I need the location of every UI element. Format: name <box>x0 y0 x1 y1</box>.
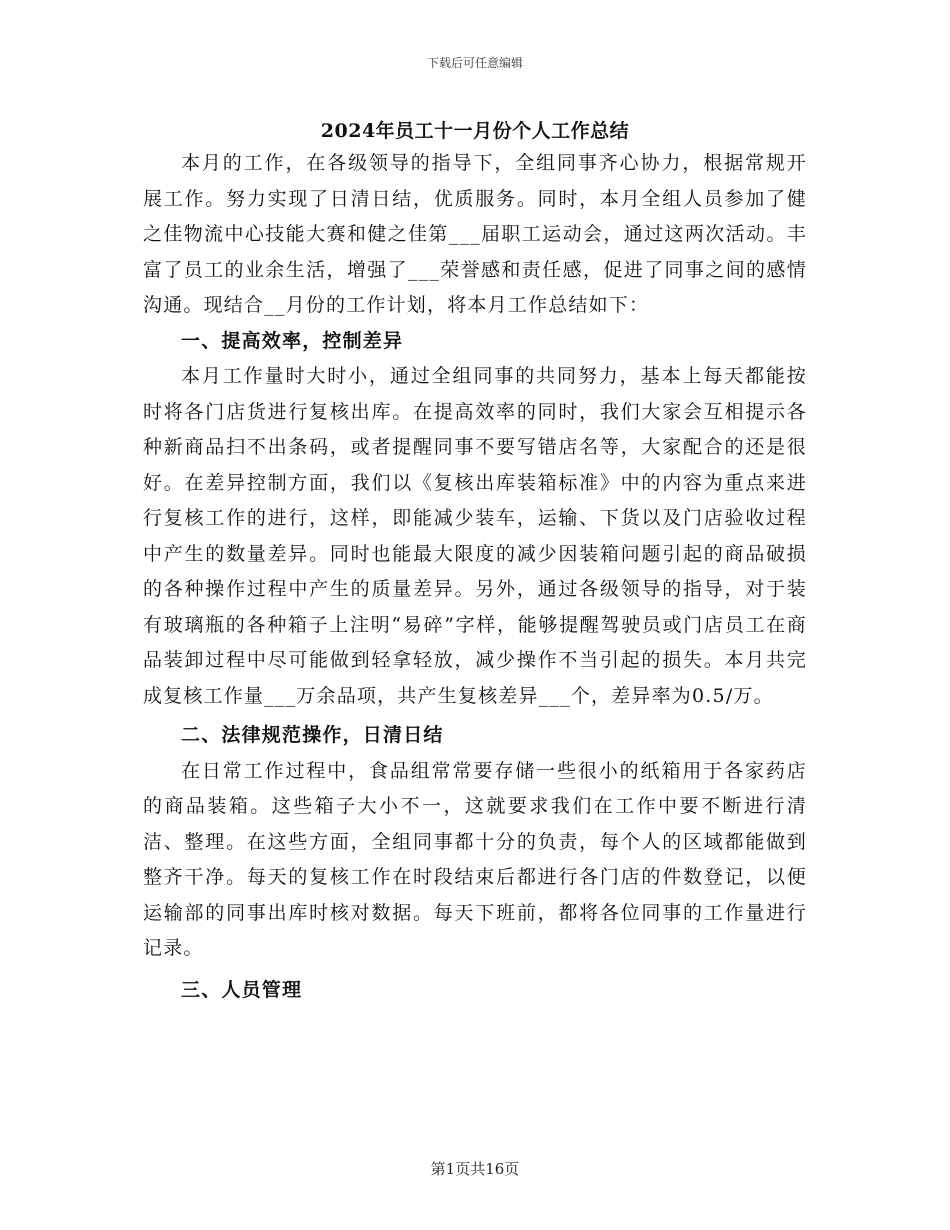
section-heading-2: 二、法律规范操作，日清日结 <box>181 724 444 746</box>
document-body <box>143 146 807 1008</box>
header-note: 下载后可任意编辑 <box>426 56 523 70</box>
section-heading-1: 一、提高效率，控制差异 <box>181 329 404 352</box>
section-heading-3: 三、人员管理 <box>181 978 303 1001</box>
section-body-1: 本月工作量时大时小，通过全组同事的共同努力，基本上每天都能按时将各门店货进行复核出库。在提高效率的同时，我们大家会互相提示各种新商品扫不出条码，或者提醒同事不要写错店名等，大家配合的还是很好。在差异控制方面，我们以《复核出库装箱标准》中的内容为重点来进行复核工作的进行，这样，即能减少装车，运输、下货以及门店验收过程中产生的数量差异。同时也能最大限度的减少因装箱问题引起的商品破损的各种操作过程中产生的质量差异。另外，通过各级领导的指导，对于装有玻璃瓶的各种箱子上注明“易碎”字样，能够提醒驾驶员或门店员工在商品装卸过程中尽可能做到轻拿轻放，减少操作不当引起的损失。本月共完成复核工作量___万余品项，共产生复核差异___个，差异率为0.5/万。 <box>143 365 807 707</box>
page-footer: 第1页共16页 <box>430 1160 520 1178</box>
section-body-2: 在日常工作过程中，食品组常常要存储一些很小的纸箱用于各家药店的商品装箱。这些箱子大小不一，这就要求我们在工作中要不断进行清洁、整理。在这些方面，全组同事都十分的负责，每个人的区域都能做到整齐干净。每天的复核工作在时段结束后都进行各门店的件数登记，以便运输部的同事出库时核对数据。每天下班前，都将各位同事的工作量进行记录。 <box>143 759 807 959</box>
document-title: 2024年员工十一月份个人工作总结 <box>320 120 630 142</box>
intro-paragraph: 本月的工作，在各级领导的指导下，全组同事齐心协力，根据常规开展工作。努力实现了日清日结，优质服务。同时，本月全组人员参加了健之佳物流中心技能大赛和健之佳第___届职工运动会，通过这两次活动。丰富了员工的业余生活，增强了___荣誉感和责任感，促进了同事之间的感情沟通。现结合__月份的工作计划，将本月工作总结如下： <box>143 152 807 316</box>
